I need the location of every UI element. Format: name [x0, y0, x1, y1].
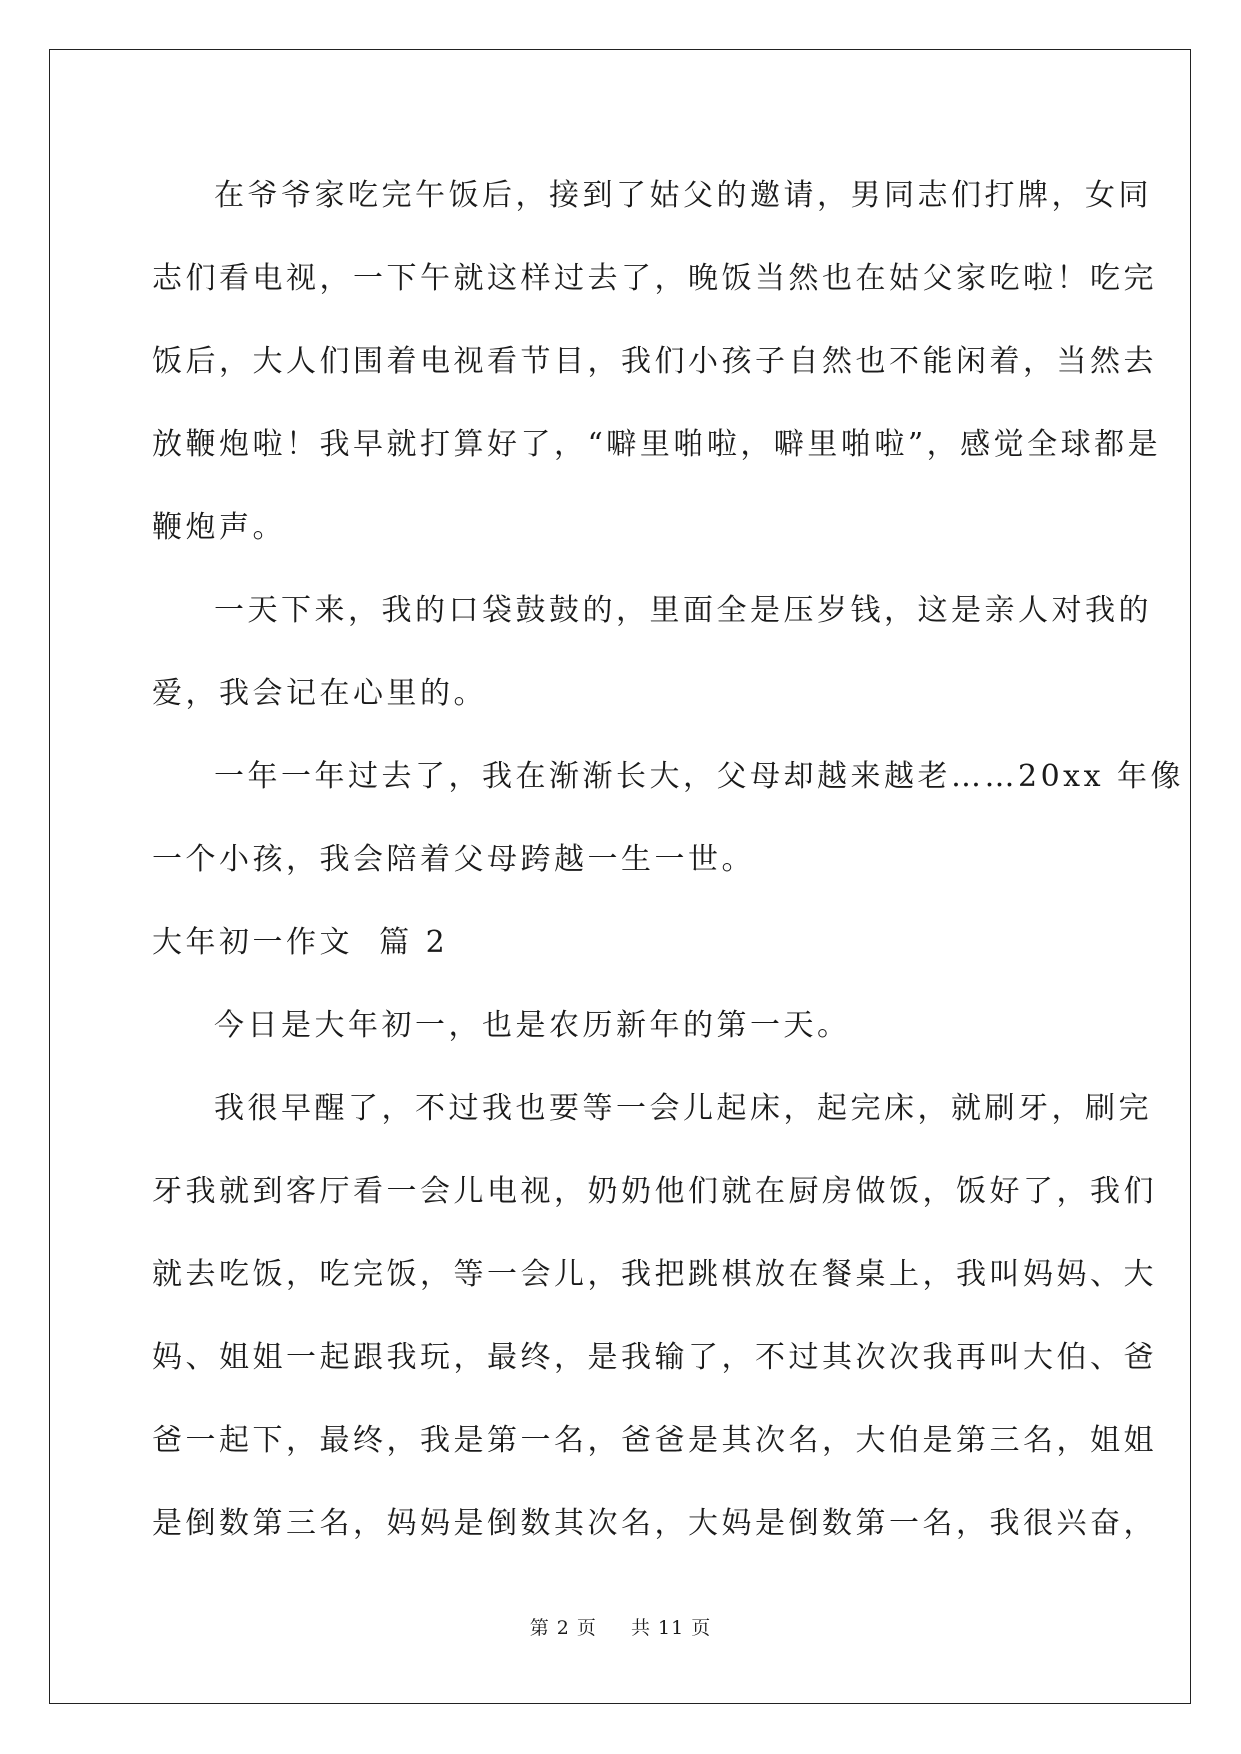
paragraph-line: 就去吃饭，吃完饭，等一会儿，我把跳棋放在餐桌上，我叫妈妈、大	[152, 1257, 1157, 1292]
section-heading: 大年初一作文 篇 2	[152, 925, 449, 960]
page-total: 共 11 页	[631, 1617, 712, 1639]
paragraph-line: 志们看电视，一下午就这样过去了，晚饭当然也在姑父家吃啦！吃完	[152, 261, 1157, 296]
page-number: 第 2 页	[529, 1617, 597, 1639]
paragraph-line: 鞭炮声。	[152, 510, 286, 545]
paragraph-line: 在爷爷家吃完午饭后，接到了姑父的邀请，男同志们打牌，女同	[214, 178, 1152, 213]
paragraph-line: 放鞭炮啦！我早就打算好了，“噼里啪啦，噼里啪啦”，感觉全球都是	[152, 427, 1162, 462]
paragraph-line: 牙我就到客厅看一会儿电视，奶奶他们就在厨房做饭，饭好了，我们	[152, 1174, 1157, 1209]
paragraph-line: 爱，我会记在心里的。	[152, 676, 487, 711]
paragraph-line: 爸一起下，最终，我是第一名，爸爸是其次名，大伯是第三名，姐姐	[152, 1423, 1157, 1458]
paragraph-line: 一个小孩，我会陪着父母跨越一生一世。	[152, 842, 755, 877]
paragraph-line: 今日是大年初一，也是农历新年的第一天。	[214, 1008, 851, 1043]
document-body	[152, 154, 1185, 1565]
page-footer	[0, 1613, 1241, 1640]
paragraph-line: 我很早醒了，不过我也要等一会儿起床，起完床，就刷牙，刷完	[214, 1091, 1152, 1126]
paragraph-line: 饭后，大人们围着电视看节目，我们小孩子自然也不能闲着，当然去	[152, 344, 1157, 379]
paragraph-line: 是倒数第三名，妈妈是倒数其次名，大妈是倒数第一名，我很兴奋，	[152, 1506, 1157, 1541]
paragraph-line: 一天下来，我的口袋鼓鼓的，里面全是压岁钱，这是亲人对我的	[214, 593, 1152, 628]
paragraph-line: 妈、姐姐一起跟我玩，最终，是我输了，不过其次次我再叫大伯、爸	[152, 1340, 1157, 1375]
paragraph-line: 一年一年过去了，我在渐渐长大，父母却越来越老……20xx 年像	[214, 759, 1185, 794]
